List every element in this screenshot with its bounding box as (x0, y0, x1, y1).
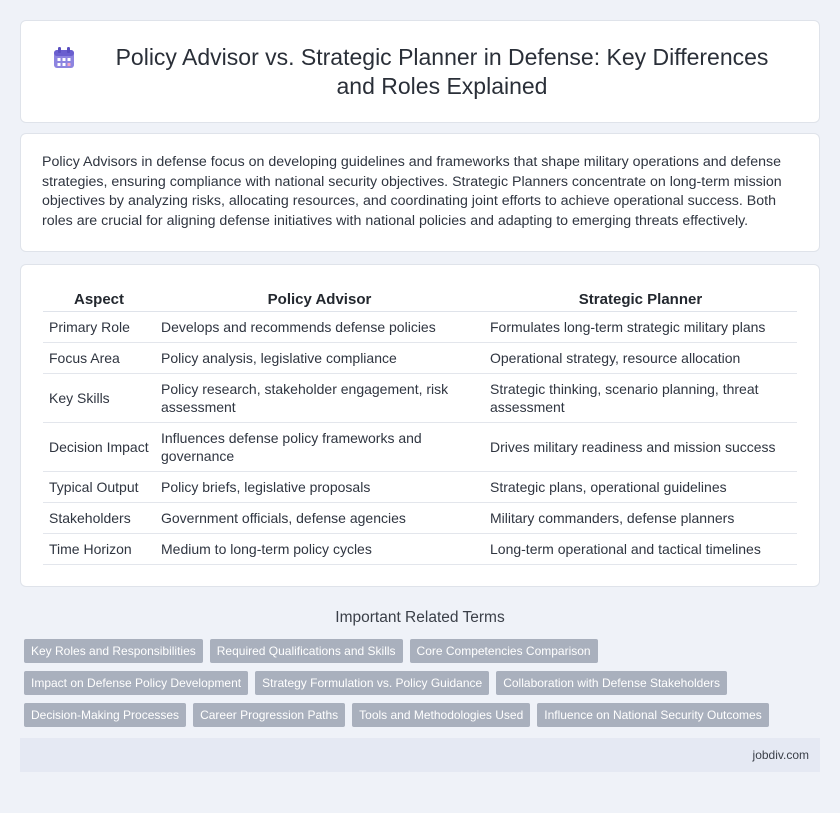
cell-policy-advisor: Develops and recommends defense policies (155, 312, 484, 343)
header-policy-advisor: Policy Advisor (155, 284, 484, 312)
related-term-tag[interactable]: Key Roles and Responsibilities (24, 639, 203, 663)
related-term-tag[interactable]: Tools and Methodologies Used (352, 703, 530, 727)
related-term-tag[interactable]: Strategy Formulation vs. Policy Guidance (255, 671, 489, 695)
cell-policy-advisor: Influences defense policy frameworks and governance (155, 423, 484, 472)
cell-strategic-planner: Operational strategy, resource allocation (484, 343, 797, 374)
table-row (43, 343, 797, 374)
cell-aspect: Decision Impact (43, 423, 155, 472)
related-term-tag[interactable]: Career Progression Paths (193, 703, 345, 727)
cell-aspect: Focus Area (43, 343, 155, 374)
cell-policy-advisor: Policy briefs, legislative proposals (155, 472, 484, 503)
header-strategic-planner: Strategic Planner (484, 284, 797, 312)
comparison-table (43, 284, 797, 565)
cell-strategic-planner: Strategic thinking, scenario planning, threat assessment (484, 374, 797, 423)
table-row (43, 472, 797, 503)
cell-aspect: Primary Role (43, 312, 155, 343)
cell-policy-advisor: Medium to long-term policy cycles (155, 534, 484, 565)
table-row (43, 503, 797, 534)
related-term-tag[interactable]: Core Competencies Comparison (410, 639, 598, 663)
related-terms-list (20, 639, 820, 735)
title-row (51, 43, 789, 101)
cell-aspect: Key Skills (43, 374, 155, 423)
cell-aspect: Typical Output (43, 472, 155, 503)
cell-strategic-planner: Long-term operational and tactical timelines (484, 534, 797, 565)
related-term-tag[interactable]: Impact on Defense Policy Development (24, 671, 248, 695)
cell-strategic-planner: Military commanders, defense planners (484, 503, 797, 534)
cell-policy-advisor: Policy research, stakeholder engagement, risk assessment (155, 374, 484, 423)
table-row (43, 312, 797, 343)
cell-strategic-planner: Drives military readiness and mission success (484, 423, 797, 472)
table-header-row (43, 284, 797, 312)
related-term-tag[interactable]: Collaboration with Defense Stakeholders (496, 671, 727, 695)
header-card (20, 20, 820, 123)
cell-strategic-planner: Strategic plans, operational guidelines (484, 472, 797, 503)
comparison-table-card (20, 264, 820, 587)
related-term-tag[interactable]: Influence on National Security Outcomes (537, 703, 768, 727)
footer-site-link[interactable]: jobdiv.com (752, 748, 809, 762)
cell-strategic-planner: Formulates long-term strategic military plans (484, 312, 797, 343)
intro-card (20, 133, 820, 252)
cell-aspect: Stakeholders (43, 503, 155, 534)
footer (20, 738, 820, 772)
calendar-icon (51, 45, 77, 71)
cell-policy-advisor: Policy analysis, legislative compliance (155, 343, 484, 374)
cell-policy-advisor: Government officials, defense agencies (155, 503, 484, 534)
related-term-tag[interactable]: Decision-Making Processes (24, 703, 186, 727)
cell-aspect: Time Horizon (43, 534, 155, 565)
header-aspect: Aspect (43, 284, 155, 312)
table-row (43, 534, 797, 565)
table-row (43, 423, 797, 472)
page-title: Policy Advisor vs. Strategic Planner in Defense: Key Differences and Roles Explained (115, 43, 769, 99)
intro-text: Policy Advisors in defense focus on developing guidelines and frameworks that shape military operations and defense strategies, ensuring compliance with national security objectives. Strategic Planners concentrate on long-term mission objectives by analyzing risks, allocating resources, and coordinating joint efforts to achieve operational success. Both roles are crucial for aligning defense initiatives with national policies and adapting to emerging threats effectively. (42, 154, 782, 229)
related-term-tag[interactable]: Required Qualifications and Skills (210, 639, 403, 663)
related-terms-title: Important Related Terms (335, 609, 505, 626)
table-row (43, 374, 797, 423)
